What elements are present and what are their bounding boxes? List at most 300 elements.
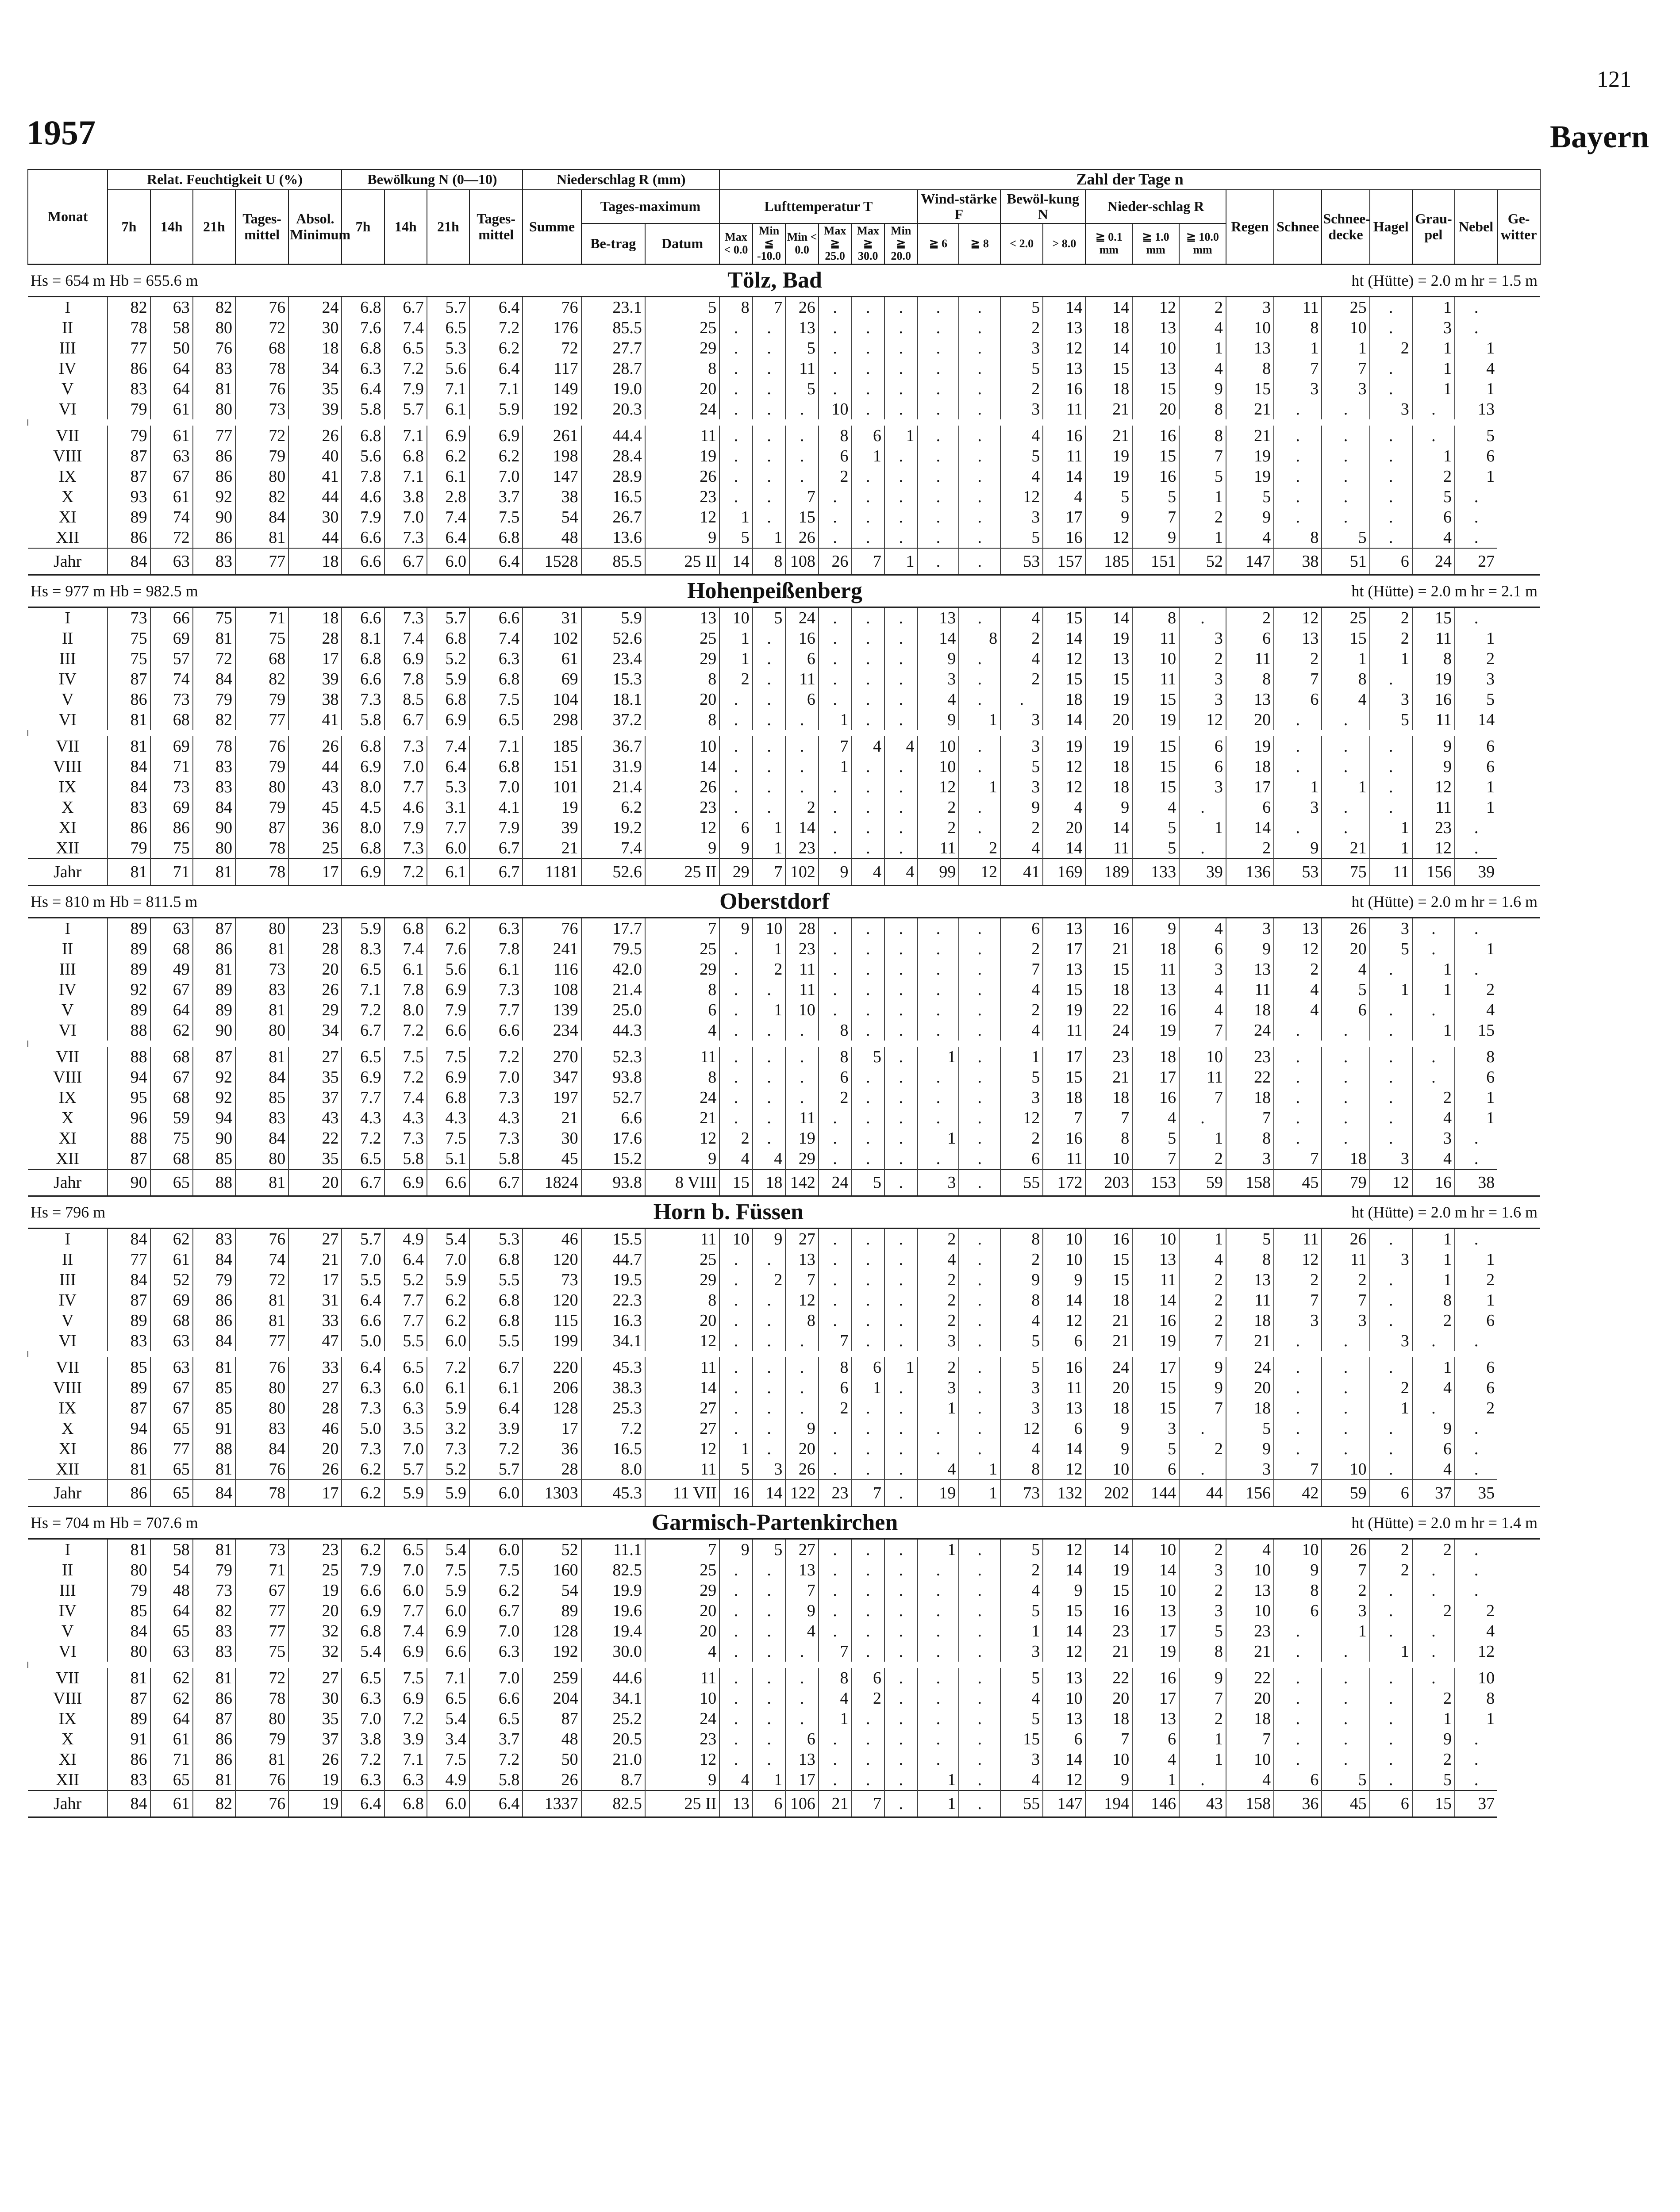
data-cell: 7.2 [427, 1357, 469, 1378]
data-cell: 5 [1000, 446, 1043, 466]
data-cell: 7 [1179, 1020, 1226, 1041]
data-cell: . [1370, 1310, 1412, 1331]
data-cell: 158 [1226, 1790, 1274, 1817]
data-cell: 7.8 [384, 669, 427, 689]
data-cell: 76 [235, 379, 288, 399]
data-cell: . [884, 1668, 918, 1688]
data-cell: 3.5 [384, 1418, 427, 1439]
data-cell: 59 [1322, 1480, 1369, 1507]
precip-header: Niederschlag R (mm) [523, 169, 719, 190]
month-row [28, 338, 1540, 358]
data-cell: 28.4 [581, 446, 645, 466]
month-row [28, 1331, 1540, 1351]
data-cell: . [753, 1290, 786, 1310]
data-cell: . [1274, 818, 1322, 838]
data-cell: 6.3 [384, 1398, 427, 1418]
data-cell: 65 [150, 1418, 193, 1439]
data-cell: 197 [523, 1087, 581, 1108]
data-cell: 5.9 [427, 1270, 469, 1290]
data-cell: 84 [193, 1480, 235, 1507]
data-cell: . [785, 1357, 819, 1378]
data-cell: 42.0 [581, 959, 645, 979]
row-gap [28, 1662, 1540, 1668]
data-cell: 1 [918, 1128, 959, 1148]
data-cell: 75 [108, 649, 150, 669]
data-cell: 45 [1322, 1790, 1369, 1817]
data-cell: 4 [884, 736, 918, 757]
data-cell: 12 [1000, 1418, 1043, 1439]
month-row [28, 426, 1540, 446]
data-cell: 203 [1085, 1169, 1132, 1196]
data-cell: 37 [1455, 1790, 1497, 1817]
data-cell: 72 [150, 527, 193, 548]
column-header: Min ≧ 20.0 [884, 223, 918, 264]
data-cell: . [884, 446, 918, 466]
data-cell: 7.7 [384, 1601, 427, 1621]
data-cell: 4 [1412, 1108, 1455, 1128]
data-cell: 77 [235, 1601, 288, 1621]
data-cell: 43 [1179, 1790, 1226, 1817]
data-cell: 35 [288, 1148, 342, 1169]
data-cell: 2 [1412, 1688, 1455, 1709]
data-cell: 45 [1274, 1169, 1322, 1196]
data-cell: . [719, 1270, 753, 1290]
data-cell: 6.9 [342, 1601, 384, 1621]
data-cell: 156 [1226, 1480, 1274, 1507]
data-cell: 22 [1085, 1668, 1132, 1688]
data-cell: 10 [1322, 1459, 1369, 1480]
data-cell: 6.3 [469, 649, 523, 669]
data-cell: . [1370, 736, 1412, 757]
data-cell: 43 [288, 1108, 342, 1128]
data-cell: 5 [1085, 487, 1132, 507]
data-cell: 69 [150, 1290, 193, 1310]
data-cell: 6 [1132, 1729, 1179, 1749]
data-cell: 77 [150, 1439, 193, 1459]
data-cell: 18 [1043, 1087, 1085, 1108]
data-cell: 6.2 [427, 1310, 469, 1331]
data-cell: 89 [108, 918, 150, 939]
data-cell: . [1322, 446, 1369, 466]
data-cell: 14 [918, 628, 959, 649]
data-cell: 7.3 [384, 1128, 427, 1148]
data-cell: . [819, 1000, 852, 1020]
data-cell: 6.6 [342, 607, 384, 628]
data-cell: 87 [523, 1709, 581, 1729]
data-cell: 4 [1179, 318, 1226, 338]
data-cell: 20 [1132, 399, 1179, 419]
data-cell: . [884, 1729, 918, 1749]
data-cell: . [851, 1067, 884, 1087]
data-cell: 4 [785, 1621, 819, 1641]
data-cell: . [851, 296, 884, 318]
data-cell: 10 [1085, 1749, 1132, 1770]
data-cell: 3.1 [427, 797, 469, 818]
data-cell: 5.4 [427, 1228, 469, 1249]
data-cell: 6 [753, 1790, 786, 1817]
data-cell: . [959, 939, 1000, 959]
month-row [28, 777, 1540, 797]
data-cell: 68 [150, 1148, 193, 1169]
data-cell: 6.0 [427, 1790, 469, 1817]
data-cell: 13 [1043, 358, 1085, 379]
data-cell: . [851, 1709, 884, 1729]
data-cell: 6.7 [469, 838, 523, 859]
data-cell: 89 [108, 1000, 150, 1020]
data-cell: 4 [645, 1641, 719, 1662]
data-cell: 14 [1085, 818, 1132, 838]
data-cell: 26 [288, 736, 342, 757]
data-cell: 9 [1226, 1439, 1274, 1459]
data-cell: 6 [785, 649, 819, 669]
data-cell: 6.3 [384, 1770, 427, 1790]
data-cell: 2 [1455, 1601, 1497, 1621]
data-cell: . [719, 1108, 753, 1128]
data-cell: . [1455, 1128, 1497, 1148]
data-cell: 7.2 [384, 1020, 427, 1041]
data-cell: 1 [1412, 1357, 1455, 1378]
data-cell: 1 [1370, 818, 1412, 838]
data-cell: 5.3 [427, 777, 469, 797]
data-cell: 77 [235, 1621, 288, 1641]
data-cell: 81 [193, 379, 235, 399]
data-cell: 11 [1226, 979, 1274, 1000]
data-cell: 3.7 [469, 487, 523, 507]
data-cell: 7.7 [342, 1087, 384, 1108]
data-cell: 66 [150, 607, 193, 628]
data-cell: 2 [1179, 1580, 1226, 1601]
data-cell: 84 [108, 548, 150, 575]
data-cell: 6 [1274, 689, 1322, 710]
data-cell: 4 [1455, 1000, 1497, 1020]
data-cell: 12 [959, 859, 1000, 886]
data-cell: . [719, 959, 753, 979]
data-cell: 21 [1226, 426, 1274, 446]
data-cell: 4 [1412, 1459, 1455, 1480]
month-row [28, 1000, 1540, 1020]
data-cell: 76 [523, 296, 581, 318]
data-cell: 3 [1179, 689, 1226, 710]
data-cell: . [753, 1378, 786, 1398]
data-cell: 1 [1455, 1108, 1497, 1128]
data-cell: 5.5 [384, 1331, 427, 1351]
data-cell: 7.2 [469, 1749, 523, 1770]
data-cell: . [1179, 838, 1226, 859]
data-cell: 21 [1226, 1331, 1274, 1351]
data-cell: 6.8 [427, 628, 469, 649]
data-cell: . [884, 797, 918, 818]
data-cell: 83 [193, 548, 235, 575]
data-cell: 76 [235, 296, 288, 318]
month-row [28, 358, 1540, 379]
station-elevation: Hs = 796 m [31, 1203, 106, 1221]
data-cell: 20 [785, 1439, 819, 1459]
data-cell: 4 [1000, 979, 1043, 1000]
data-cell: . [1455, 918, 1497, 939]
data-cell: . [851, 1749, 884, 1770]
data-cell: 8 [1412, 649, 1455, 669]
data-cell: 41 [288, 466, 342, 487]
month-label: V [61, 1000, 74, 1019]
data-cell: 78 [235, 1480, 288, 1507]
data-cell: 86 [193, 1688, 235, 1709]
data-cell: 92 [193, 487, 235, 507]
column-header: ≧ 8 [959, 223, 1000, 264]
data-cell: 19 [1132, 1331, 1179, 1351]
data-cell: . [753, 466, 786, 487]
column-header: > 8.0 [1043, 223, 1085, 264]
month-row [28, 607, 1540, 628]
data-cell: 35 [288, 379, 342, 399]
data-cell: 39 [288, 399, 342, 419]
data-cell: 1 [1370, 1398, 1412, 1418]
data-cell: 16 [1132, 426, 1179, 446]
data-cell: . [1274, 1128, 1322, 1148]
data-cell: 8 [785, 1310, 819, 1331]
data-cell: . [851, 1087, 884, 1108]
data-cell: 7.5 [384, 1047, 427, 1067]
data-cell: 147 [523, 466, 581, 487]
data-cell: 11 [645, 1668, 719, 1688]
data-cell: 9 [1179, 1378, 1226, 1398]
data-cell: 136 [1226, 859, 1274, 886]
data-cell: 11 [1412, 797, 1455, 818]
data-cell: 94 [108, 1418, 150, 1439]
data-cell: 52 [1179, 548, 1226, 575]
data-cell: 17 [1226, 777, 1274, 797]
data-cell: 84 [108, 1270, 150, 1290]
data-cell: 4 [1179, 1000, 1226, 1020]
data-cell: 80 [235, 1020, 288, 1041]
data-cell: 5.7 [469, 1459, 523, 1480]
data-cell: 6.8 [384, 1790, 427, 1817]
data-cell: 2 [1000, 1249, 1043, 1270]
data-cell: 25.2 [581, 1709, 645, 1729]
data-cell: 77 [193, 426, 235, 446]
data-cell: 199 [523, 1331, 581, 1351]
data-cell: 6.0 [384, 1378, 427, 1398]
data-cell: 69 [150, 797, 193, 818]
data-cell: 6.8 [342, 426, 384, 446]
data-cell: 72 [235, 1270, 288, 1290]
data-cell: 80 [235, 1709, 288, 1729]
data-cell: 158 [1226, 1169, 1274, 1196]
data-cell: . [719, 1398, 753, 1418]
data-cell: . [851, 607, 884, 628]
data-cell: 8 [1274, 1580, 1322, 1601]
data-cell: 17 [1043, 1047, 1085, 1067]
data-cell: 79 [108, 399, 150, 419]
data-cell: 185 [1085, 548, 1132, 575]
data-cell: 82 [193, 1790, 235, 1817]
data-cell: 44 [1179, 1480, 1226, 1507]
data-cell: 22.3 [581, 1290, 645, 1310]
data-cell: 63 [150, 296, 193, 318]
month-label: XI [58, 1439, 77, 1458]
data-cell: 63 [150, 1331, 193, 1351]
data-cell: . [753, 649, 786, 669]
data-cell: 7.3 [427, 1439, 469, 1459]
data-cell: 156 [1412, 859, 1455, 886]
data-cell: 9 [819, 859, 852, 886]
data-cell: 7.7 [384, 1310, 427, 1331]
data-cell: 26 [645, 466, 719, 487]
data-cell: 4 [851, 736, 884, 757]
month-label: IV [58, 1290, 77, 1310]
data-cell: 4 [1132, 1749, 1179, 1770]
data-cell: 7.2 [469, 1439, 523, 1459]
data-cell: . [884, 296, 918, 318]
data-cell: 6.4 [342, 1290, 384, 1310]
data-cell: 189 [1085, 859, 1132, 886]
data-cell: 198 [523, 446, 581, 466]
data-cell: . [1370, 1688, 1412, 1709]
data-cell: . [884, 358, 918, 379]
month-label: XI [58, 1750, 77, 1769]
data-cell: 7 [851, 1790, 884, 1817]
data-cell: 9 [719, 918, 753, 939]
data-cell: . [851, 318, 884, 338]
data-cell: . [884, 1378, 918, 1398]
data-cell: 28 [288, 628, 342, 649]
data-cell: 16 [1412, 689, 1455, 710]
data-cell: 88 [108, 1047, 150, 1067]
data-cell: 7.2 [342, 1128, 384, 1148]
data-cell: . [1322, 1709, 1369, 1729]
data-cell: 19 [1085, 466, 1132, 487]
station-elevation: Hs = 704 m Hb = 707.6 m [31, 1513, 198, 1532]
data-cell: . [753, 1709, 786, 1729]
data-cell: 4 [1043, 797, 1085, 818]
data-cell: 5 [1000, 1539, 1043, 1560]
data-cell: 7 [1085, 1729, 1132, 1749]
station-instrument-heights: ht (Hütte) = 2.0 m hr = 1.6 m [1351, 1203, 1538, 1221]
data-cell: 3 [1179, 777, 1226, 797]
data-cell: 77 [235, 710, 288, 730]
data-cell: 2 [1370, 1378, 1412, 1398]
data-cell: . [1412, 1641, 1455, 1662]
data-cell: 32 [288, 1641, 342, 1662]
data-cell: 8 [1000, 1290, 1043, 1310]
data-cell: . [819, 1749, 852, 1770]
data-cell: . [959, 379, 1000, 399]
data-cell: 64 [150, 358, 193, 379]
month-label: Jahr [28, 1480, 108, 1507]
data-cell: 19.2 [581, 818, 645, 838]
data-cell: 27 [288, 1668, 342, 1688]
data-cell: . [1322, 1047, 1369, 1067]
data-cell: . [1370, 1087, 1412, 1108]
data-cell: . [959, 1790, 1000, 1817]
data-cell: 8 [1455, 1047, 1497, 1067]
data-cell: 106 [785, 1790, 819, 1817]
data-cell: 17 [1132, 1621, 1179, 1641]
data-cell: 194 [1085, 1790, 1132, 1817]
data-cell: 2 [851, 1688, 884, 1709]
data-cell: 52.3 [581, 1047, 645, 1067]
month-label: VIII [53, 446, 82, 465]
data-cell: 29 [288, 1000, 342, 1020]
data-cell: 270 [523, 1047, 581, 1067]
data-cell: . [851, 649, 884, 669]
data-cell: 71 [150, 1749, 193, 1770]
data-cell: 72 [193, 649, 235, 669]
data-cell: . [1370, 1290, 1412, 1310]
data-cell: 61 [523, 649, 581, 669]
month-label: III [59, 960, 76, 979]
data-cell: 85.5 [581, 318, 645, 338]
data-cell: 6.8 [342, 338, 384, 358]
month-label: VII [56, 1358, 80, 1377]
data-cell: 83 [235, 1418, 288, 1439]
data-cell: 1 [1179, 338, 1226, 358]
data-cell: . [884, 1459, 918, 1480]
data-cell: . [1412, 1000, 1455, 1020]
data-cell: 6 [1274, 1601, 1322, 1621]
data-cell: . [719, 1249, 753, 1270]
data-cell: 1 [719, 649, 753, 669]
data-cell: 19 [1085, 1560, 1132, 1580]
data-cell: . [1370, 1128, 1412, 1148]
data-cell: 4.5 [342, 797, 384, 818]
month-row [28, 1310, 1540, 1331]
data-cell: 87 [108, 1398, 150, 1418]
data-cell: 2 [1226, 607, 1274, 628]
data-cell: 75 [235, 628, 288, 649]
data-cell: . [959, 818, 1000, 838]
data-cell: . [851, 1331, 884, 1351]
data-cell: 128 [523, 1621, 581, 1641]
data-cell: 14 [1043, 628, 1085, 649]
data-cell: 5.9 [384, 1480, 427, 1507]
data-cell: 7.4 [384, 1087, 427, 1108]
month-row [28, 628, 1540, 649]
data-cell: 1337 [523, 1790, 581, 1817]
data-cell: 8 [959, 628, 1000, 649]
year-total-row [28, 1480, 1540, 1507]
data-cell: 8 [1455, 1688, 1497, 1709]
data-cell: 61 [150, 399, 193, 419]
data-cell: 2 [1000, 379, 1043, 399]
data-cell: 20 [645, 1601, 719, 1621]
data-cell: 14 [1043, 710, 1085, 730]
data-cell: 8.0 [581, 1459, 645, 1480]
data-cell: 17 [785, 1770, 819, 1790]
data-cell: 20 [1226, 710, 1274, 730]
data-cell: 5.7 [384, 1459, 427, 1480]
data-cell: 80 [235, 918, 288, 939]
data-cell: 7 [851, 548, 884, 575]
data-cell: . [1370, 1459, 1412, 1480]
data-cell: . [1370, 1047, 1412, 1067]
data-cell: . [884, 1641, 918, 1662]
data-cell: . [1274, 1668, 1322, 1688]
data-cell: . [851, 1539, 884, 1560]
month-label: VI [58, 710, 77, 729]
data-cell: 13 [785, 1560, 819, 1580]
data-cell: . [719, 466, 753, 487]
data-cell: 1 [1455, 939, 1497, 959]
data-cell: 27 [645, 1418, 719, 1439]
data-cell: . [1274, 446, 1322, 466]
data-cell: 8 [1274, 527, 1322, 548]
data-cell: 55 [1000, 1169, 1043, 1196]
data-cell: 52 [150, 1270, 193, 1290]
data-cell: . [1274, 1709, 1322, 1729]
cloud-header: Bewölkung N (0—10) [342, 169, 523, 190]
data-cell: . [1370, 797, 1412, 818]
data-cell: 3 [1000, 399, 1043, 419]
